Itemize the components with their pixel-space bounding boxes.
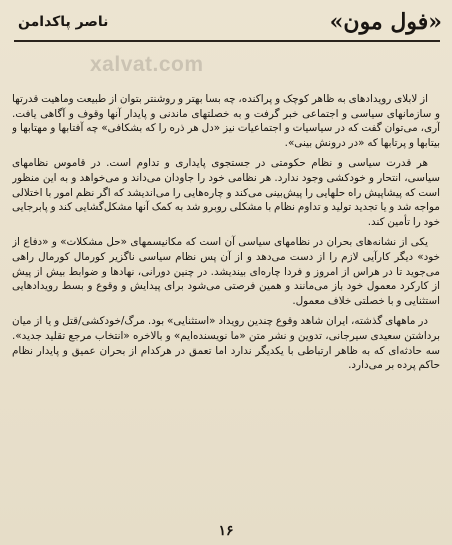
watermark: xalvat.com: [90, 53, 204, 76]
page-number: ۱۶: [218, 523, 234, 539]
paragraph: یکی از نشانه‌های بحران در نظامهای سیاسی آن است که مکانیسمهای «حل مشکلات» و «دفاع از خود» دیگر کارآیی لازم را از دست می‌دهد و از آن پس نظام سیاسی ناگزیر کورمال کورمال راهی می‌جوید تا در هراس از امروز و فردا چاره‌ای بیندیشد. در چنین دورانی، نهادها و ضوابط بیش از پیش از کارکرد معمول خود باز می‌مانند و همین فرصتی می‌شود برای پیدایش و وقوع و بسط رویدادهایی استثنایی و با خصلتی خلاف معمول.: [12, 236, 440, 307]
article-title: «فول مون»: [329, 9, 442, 35]
paragraph: هر قدرت سیاسی و نظام حکومتی در جستجوی پایداری و تداوم است. در قاموس نظامهای سیاسی، انتحار و خودکشی وجود ندارد. هر نظامی خود را جاودان می‌داند و می‌خواهد و به این منظور است که پیشاپیش راه حلهایی را پیش‌بینی می‌کند و چاره‌هایی را می‌اندیشد که اگر نظم امور با اختلالی مواجه شد و یا تجدید تولید و تداوم نظام با مشکلی روبرو شد به کمک آنها مشکل‌گشایی کند و پابرجایی خود را تأمین کند.: [12, 157, 440, 228]
author-name: ناصر پاکدامن: [18, 14, 109, 30]
header-divider: [14, 40, 440, 42]
page-header: [10, 6, 442, 38]
paragraph: از لابلای رویدادهای به ظاهر کوچک و پراکنده، چه بسا بهتر و روشنتر بتوان از طبیعت وماهیت قدرتها و سازمانهای سیاسی و اجتماعی خبر گرفت و به خصلتهای ماندنی و پایدار آنها وقوف و آگاهی یافت. آری، می‌توان گفت که در سیاسیات و اجتماعیات نیز «دل هر ذره را که بشکافی» چه آفتابها و مهتابها و بیتابها و پرتابها که «در درونش بینی».: [12, 93, 440, 149]
paragraph: در ماههای گذشته، ایران شاهد وقوع چندین رویداد «استثنایی» بود. مرگ/خودکشی/قتل و یا از میان برداشتن سعیدی سیرجانی، تدوین و نشر متن «ما نویسنده‌ایم» و بالاخره «انتخاب مرجع تقلید جدید». سه حادثه‌ای که به ظاهر ارتباطی با یکدیگر ندارد اما تعمق در هرکدام از بحران عمیق و پایدار نظام حاکم پرده بر می‌دارد.: [12, 315, 440, 372]
article-body: [12, 92, 440, 512]
